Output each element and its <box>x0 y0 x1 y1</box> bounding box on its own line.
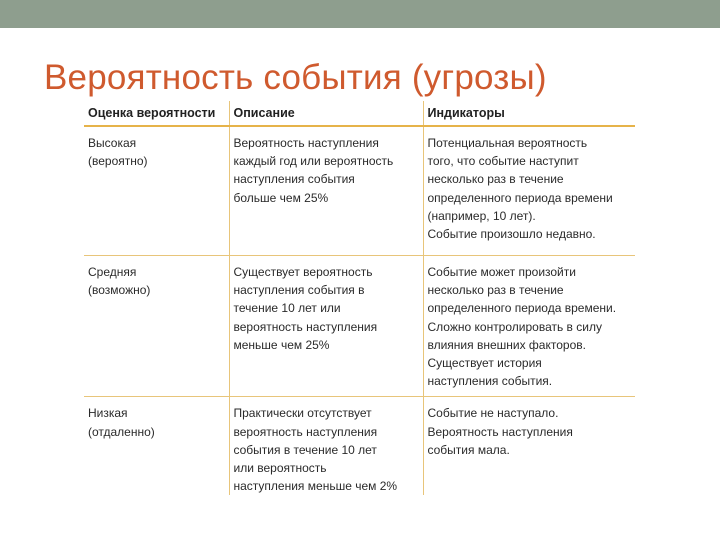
cell-line: Сложно контролировать в силу <box>427 319 602 334</box>
cell-line: определенного периода времени. <box>427 301 617 316</box>
cell-line: Низкая <box>88 406 128 421</box>
table-row <box>84 126 635 256</box>
cell-line: наступления меньше чем 2% <box>233 479 398 494</box>
cell-line: течение 10 лет или <box>233 301 341 316</box>
cell-line: (отдаленно) <box>88 424 155 439</box>
top-band <box>0 0 720 28</box>
cell-line: наступления события <box>233 172 355 187</box>
description-cell <box>229 126 423 256</box>
probability-table <box>84 101 635 495</box>
cell-line: (возможно) <box>88 283 151 298</box>
table-row <box>84 256 635 397</box>
cell-line: или вероятность <box>233 461 327 476</box>
indicators-cell <box>423 397 635 495</box>
cell-line: Существует вероятность <box>233 265 373 279</box>
cell-line: наступления события. <box>427 374 553 389</box>
cell-line: того, что событие наступит <box>427 154 579 169</box>
cell-line: влияния внешних факторов. <box>427 337 586 352</box>
cell-line: несколько раз в течение <box>427 283 564 298</box>
indicators-cell <box>423 126 635 256</box>
cell-line: (вероятно) <box>88 154 148 169</box>
cell-line: определенного периода времени <box>427 190 613 205</box>
cell-line: каждый год или вероятность <box>233 154 394 169</box>
cell-line: больше чем 25% <box>233 190 329 205</box>
cell-line: Вероятность наступления <box>233 136 379 150</box>
header-rating: Оценка вероятности <box>84 101 229 126</box>
cell-line: несколько раз в течение <box>427 172 564 187</box>
rating-cell <box>84 256 229 397</box>
cell-line: Практически отсутствует <box>233 406 372 421</box>
cell-line: события в течение 10 лет <box>233 442 377 457</box>
cell-line: (например, 10 лет). <box>427 208 536 223</box>
cell-line: Вероятность наступления <box>427 424 573 439</box>
cell-line: вероятность наступления <box>233 319 378 334</box>
cell-line: Событие не наступало. <box>427 406 559 421</box>
description-cell <box>229 256 423 397</box>
cell-line: Потенциальная вероятность <box>427 136 588 150</box>
cell-line: Существует история <box>427 356 542 371</box>
header-indicators: Индикаторы <box>423 101 635 126</box>
cell-line: события мала. <box>427 442 510 457</box>
cell-line: Высокая <box>88 136 137 150</box>
cell-line: наступления события в <box>233 283 365 298</box>
cell-line: Событие произошло недавно. <box>427 227 596 242</box>
cell-line: Событие может произойти <box>427 265 576 279</box>
rating-cell <box>84 397 229 495</box>
cell-line: Средняя <box>88 265 137 279</box>
table-header-row <box>84 101 635 126</box>
cell-line: вероятность наступления <box>233 424 378 439</box>
probability-table-wrapper <box>84 101 635 495</box>
slide-title: Вероятность события (угрозы) <box>44 58 547 97</box>
cell-line: меньше чем 25% <box>233 337 330 352</box>
description-cell <box>229 397 423 495</box>
indicators-cell <box>423 256 635 397</box>
table-row <box>84 397 635 495</box>
header-description: Описание <box>229 101 423 126</box>
rating-cell <box>84 126 229 256</box>
